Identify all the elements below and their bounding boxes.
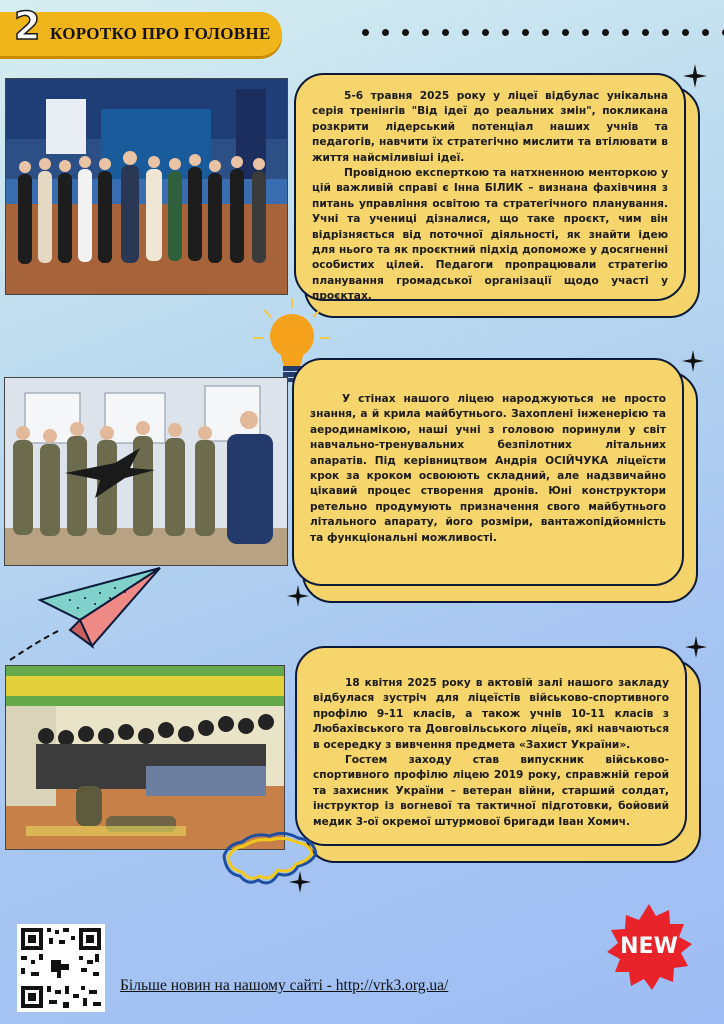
training-group-photo <box>5 78 288 295</box>
decorative-dots <box>362 29 724 36</box>
sparkle-icon <box>685 636 707 658</box>
article-3-paragraph-1: 18 квітня 2025 року в актовій залі нашого закладу відбулася зустріч для ліцеїстів військово-спортивного профілю 9-11 класів, а також учнів 10-11 класів з Любахівського та Довговільського ліцеїв, які навчаються в осередку з вивчення предмета «Захист України». <box>313 677 669 751</box>
article-3-paragraph-2: Гостем заходу став випускник військово-спортивного профілю ліцею 2019 року, справжній герой та захисник України – ветеран війни, старший солдат, інструктор із вогневої та тактичної підготовки, бойовий медик 3-ої окремої штурмової бригади Іван Хомич. <box>313 754 669 828</box>
new-badge-label: NEW <box>620 934 678 959</box>
qr-code[interactable] <box>17 924 105 1012</box>
article-2-paragraph-1: У стінах нашого ліцею народжуються не просто знання, а й крила майбутнього. Захоплені інженерією та аеродинамікою, наші учні з головою поринули у світ навчально-тренувальних безпілотних літальних апаратів. Під керівництвом Андрія ОСІЙЧУКА ліцеїсти крок за кроком освоюють складний, але надзвичайно цікавий процес створення дронів. Юні конструктори ретельно продумують призначення свого майбутнього літального апарату, його розміри, вантажопідйомність та функціональні можливості. <box>310 393 666 544</box>
section-number: 2 <box>14 4 41 48</box>
assembly-hall-photo <box>5 665 285 850</box>
article-1-paragraph-2: Провідною експерткою та натхненною менторкою у цій важливій справі є Інна БІЛИК – визнана фахівчиня з питань управління освітою та стратегічного планування. Учні та учениці дізналися, що таке проєкт, чим він відрізняється від поточної діяльності, як знайти ідею для нього та як проєктний підхід допоможе у досягненні особистих цілей. Педагоги пропрацювали стратегію планування громадської організації щодо участі у проєктах. <box>312 167 668 303</box>
article-2-card <box>292 358 684 586</box>
website-link[interactable]: Більше новин на нашому сайті - http://vrk3.org.ua/ <box>120 977 449 994</box>
paper-plane-icon <box>0 560 170 670</box>
article-3-card <box>295 646 687 846</box>
drone-class-photo <box>4 377 288 566</box>
sparkle-icon <box>683 64 707 88</box>
ukraine-map-icon <box>218 826 320 896</box>
article-1-card <box>294 73 686 301</box>
article-1-paragraph-1: 5-6 травня 2025 року у ліцеї відбулас унікальна серія тренінгів "Від ідеї до реальних змін", покликана розкрити лідерський потенціал наших учнів та педагогів, навчити їх стратегічно мислити та втілювати в життя найсміливіші ідеї. <box>312 90 668 164</box>
section-title: КОРОТКО ПРО ГОЛОВНЕ <box>50 24 271 43</box>
sparkle-icon <box>682 350 704 372</box>
